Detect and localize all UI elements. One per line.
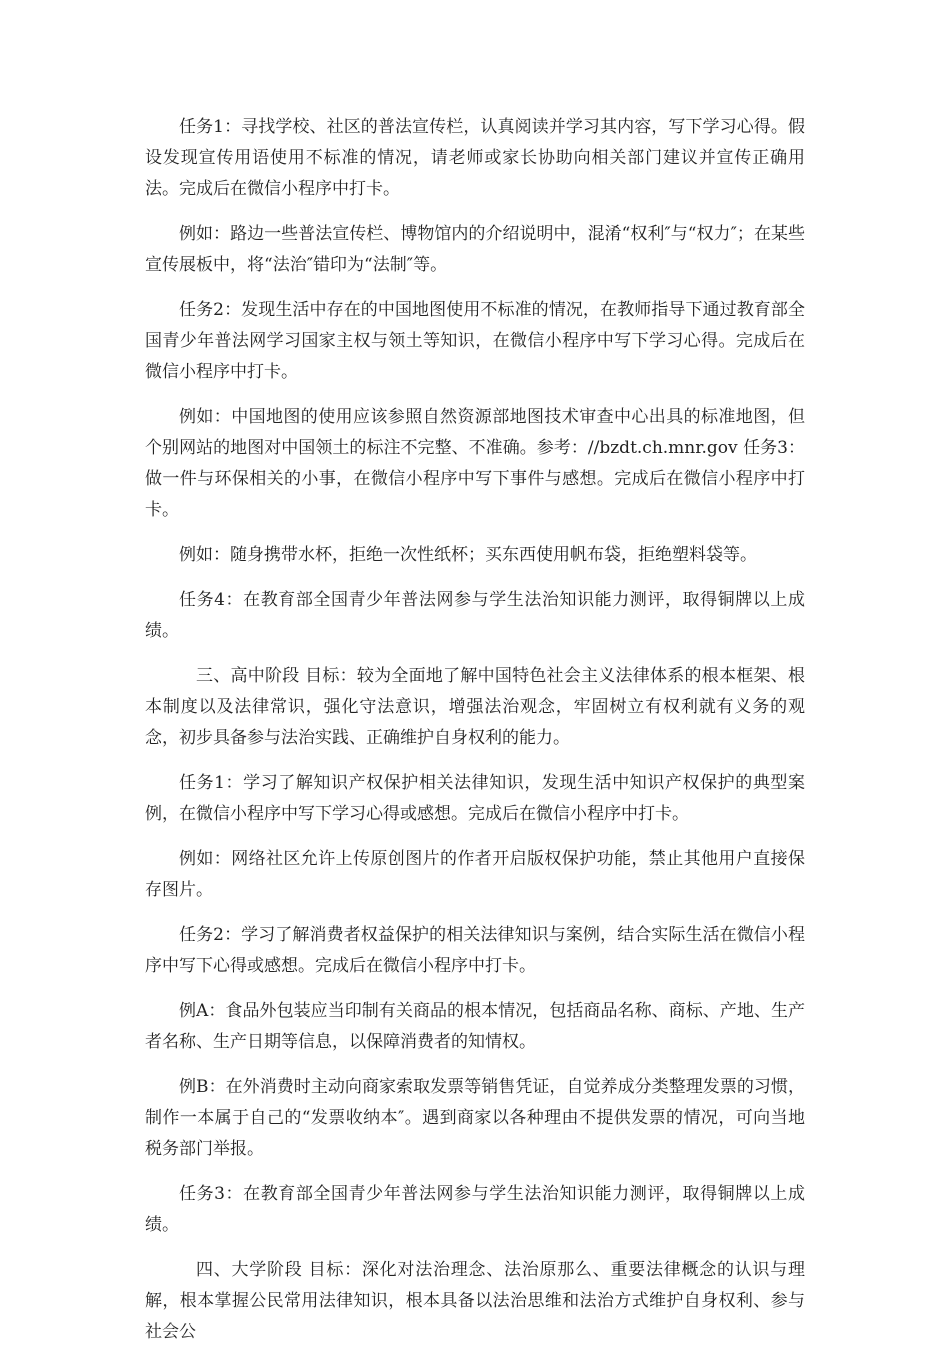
paragraph-task-2-map: 任务2：发现生活中存在的中国地图使用不标准的情况，在教师指导下通过教育部全国青少年普法网学习国家主权与领土等知识，在微信小程序中写下学习心得。完成后在微信小程序中打卡。 (145, 300, 805, 382)
section-university: 四、大学阶段 目标：深化对法治理念、法治原那么、重要法律概念的认识与理解，根本掌握公民常用法律知识，根本具备以法治思维和法治方式维护自身权利、参与社会公 (145, 1260, 805, 1342)
section-high-school: 三、高中阶段 目标：较为全面地了解中国特色社会主义法律体系的根本框架、根本制度以及法律常识，强化守法意识，增强法治观念，牢固树立有权利就有义务的观念，初步具备参与法治实践、正确维护自身权利的能力。 (145, 666, 805, 748)
paragraph-example-b-invoice: 例B：在外消费时主动向商家索取发票等销售凭证，自觉养成分类整理发票的习惯，制作一本属于自己的“发票收纳本″。遇到商家以各种理由不提供发票的情况，可向当地税务部门举报。 (145, 1077, 805, 1159)
paragraph-task-1-ip: 任务1：学习了解知识产权保护相关法律知识，发现生活中知识产权保护的典型案例，在微信小程序中写下学习心得或感想。完成后在微信小程序中打卡。 (145, 773, 805, 824)
paragraph-example-map: 例如：中国地图的使用应该参照自然资源部地图技术审查中心出具的标准地图，但个别网站的地图对中国领土的标注不完整、不准确。参考：//bzdt.ch.mnr.gov 任务3：做一件与环保相关的小事，在微信小程序中写下事件与感想。完成后在微信小程序中打卡。 (145, 407, 805, 520)
paragraph-example-copyright: 例如：网络社区允许上传原创图片的作者开启版权保护功能，禁止其他用户直接保存图片。 (145, 849, 805, 900)
document-body (145, 112, 805, 1362)
paragraph-task-4-assessment: 任务4：在教育部全国青少年普法网参与学生法治知识能力测评，取得铜牌以上成绩。 (145, 590, 805, 641)
paragraph-example-a-packaging: 例A：食品外包装应当印制有关商品的根本情况，包括商品名称、商标、产地、生产者名称、生产日期等信息，以保障消费者的知情权。 (145, 1001, 805, 1052)
paragraph-task-1-noticeboard: 任务1：寻找学校、社区的普法宣传栏，认真阅读并学习其内容，写下学习心得。假设发现宣传用语使用不标准的情况，请老师或家长协助向相关部门建议并宣传正确用法。完成后在微信小程序中打卡。 (145, 117, 805, 199)
paragraph-task-2-consumer: 任务2：学习了解消费者权益保护的相关法律知识与案例，结合实际生活在微信小程序中写下心得或感想。完成后在微信小程序中打卡。 (145, 925, 805, 976)
paragraph-task-3-assessment: 任务3：在教育部全国青少年普法网参与学生法治知识能力测评，取得铜牌以上成绩。 (145, 1184, 805, 1235)
paragraph-example-environment: 例如：随身携带水杯，拒绝一次性纸杯；买东西使用帆布袋，拒绝塑料袋等。 (179, 545, 757, 565)
paragraph-example-terms: 例如：路边一些普法宣传栏、博物馆内的介绍说明中，混淆“权利″与“权力″；在某些宣传展板中，将“法治″错印为“法制″等。 (145, 224, 805, 275)
